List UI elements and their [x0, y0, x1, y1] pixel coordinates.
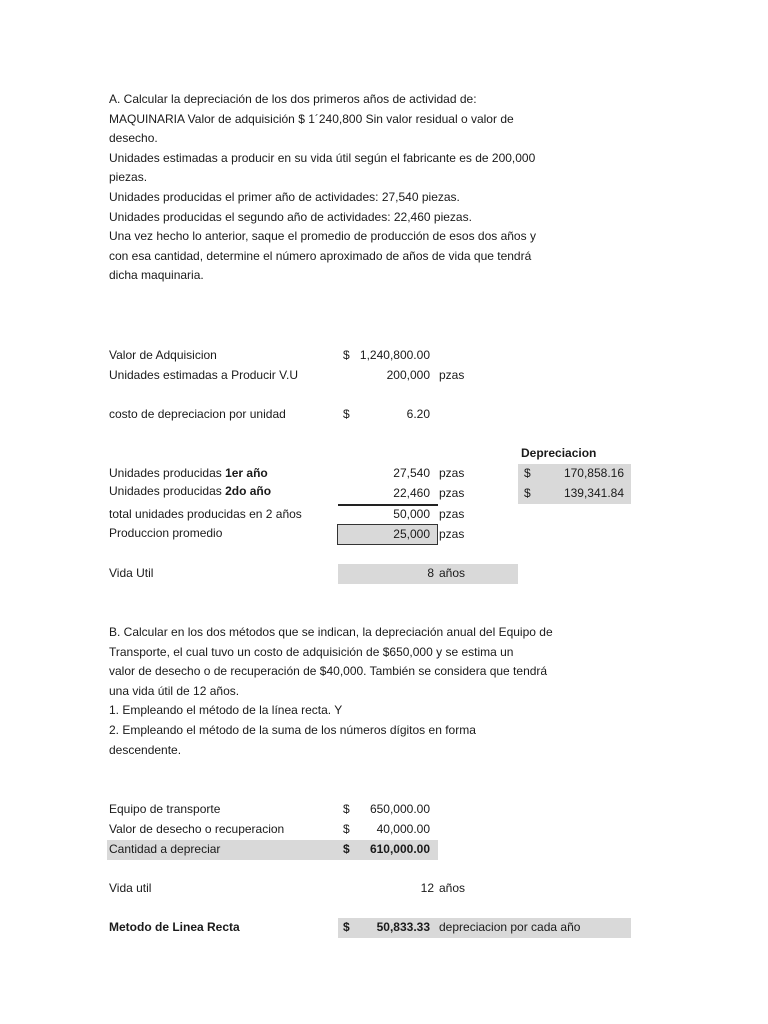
cantidad-depreciar-label: Cantidad a depreciar — [109, 842, 221, 856]
section-a-line: Unidades producidas el segundo año de actividades: 22,460 piezas. — [109, 209, 472, 224]
depreciacion-header: Depreciacion — [521, 446, 597, 460]
equipo-transporte-value: 650,000.00 — [369, 802, 430, 816]
produccion-promedio-value: 25,000 — [393, 527, 430, 541]
section-a-line: desecho. — [109, 131, 158, 146]
vida-util-label: Vida Util — [109, 566, 154, 580]
valor-desecho-label: Valor de desecho o recuperacion — [109, 822, 285, 836]
equipo-transporte-label: Equipo de transporte — [109, 802, 221, 816]
produccion-promedio-label: Produccion promedio — [109, 526, 223, 540]
section-a-line: Una vez hecho lo anterior, saque el promedio de producción de esos dos años y — [109, 229, 536, 244]
total-unidades-label: total unidades producidas en 2 años — [109, 507, 302, 521]
unidades-estimadas-unit: pzas — [439, 368, 465, 382]
section-b-line: una vida útil de 12 años. — [109, 683, 240, 698]
unidades-estimadas-label: Unidades estimadas a Producir V.U — [109, 368, 298, 382]
year2-label-bold: 2do año — [225, 484, 272, 498]
metodo-linea-recta-value: 50,833.33 — [376, 920, 430, 934]
year1-label-prefix: Unidades producidas — [109, 466, 226, 480]
valor-adquisicion-currency: $ — [343, 348, 350, 362]
vida-util-b-unit: años — [439, 881, 466, 895]
valor-desecho-value: 40,000.00 — [376, 822, 430, 836]
total-unidades-unit: pzas — [439, 507, 465, 521]
section-a-text — [109, 90, 536, 286]
section-b-line: valor de desecho o de recuperación de $40,000. También se considera que tendrá — [109, 664, 548, 679]
year2-label-prefix: Unidades producidas — [109, 484, 226, 498]
costo-unidad-currency: $ — [343, 407, 350, 421]
cantidad-depreciar-value: 610,000.00 — [369, 842, 430, 856]
valor-adquisicion-amount: 1,240,800.00 — [359, 348, 430, 362]
section-a-line: A. Calcular la depreciación de los dos primeros años de actividad de: — [109, 92, 477, 106]
vida-util-b-label: Vida util — [109, 881, 152, 895]
equipo-transporte-currency: $ — [343, 802, 350, 816]
section-a-line: piezas. — [109, 170, 148, 185]
costo-unidad-value: 6.20 — [406, 407, 430, 421]
year2-depreciacion: 139,341.84 — [563, 486, 624, 500]
unidades-estimadas-value: 200,000 — [386, 368, 430, 382]
section-a-line: dicha maquinaria. — [109, 268, 204, 283]
year1-units: 27,540 — [393, 466, 430, 480]
section-a-line: MAQUINARIA Valor de adquisición $ 1´240,800 Sin valor residual o valor de — [109, 111, 514, 126]
year2-units: 22,460 — [393, 486, 430, 500]
valor-adquisicion-label: Valor de Adquisicion — [109, 348, 217, 362]
metodo-linea-recta-currency: $ — [343, 920, 350, 934]
section-b-line: B. Calcular en los dos métodos que se indican, la depreciación anual del Equipo de — [109, 625, 553, 639]
valor-desecho-currency: $ — [343, 822, 350, 836]
metodo-linea-recta-label: Metodo de Linea Recta — [109, 920, 240, 934]
produccion-promedio-unit: pzas — [439, 527, 465, 541]
year1-depreciacion: 170,858.16 — [563, 466, 624, 480]
section-b-line: Transporte, el cual tuvo un costo de adquisición de $650,000 y se estima un — [109, 644, 514, 659]
section-a-line: con esa cantidad, determine el número aproximado de años de vida que tendrá — [109, 248, 532, 263]
cantidad-depreciar-currency: $ — [343, 842, 350, 856]
total-unidades-value: 50,000 — [393, 507, 430, 521]
year1-unit: pzas — [439, 466, 465, 480]
section-a-line: Unidades estimadas a producir en su vida útil según el fabricante es de 200,000 — [109, 150, 536, 165]
vida-util-b-value: 12 — [420, 881, 434, 895]
section-b-line: 2. Empleando el método de la suma de los números dígitos en forma — [109, 722, 476, 737]
section-b-line: 1. Empleando el método de la línea recta. Y — [109, 703, 343, 718]
costo-unidad-label: costo de depreciacion por unidad — [109, 407, 286, 421]
vida-util-unit: años — [439, 566, 466, 580]
year2-label — [109, 482, 271, 501]
year1-label — [109, 464, 268, 483]
year1-dep-currency: $ — [524, 466, 531, 480]
year1-label-bold: 1er año — [225, 466, 268, 480]
section-a-line: Unidades producidas el primer año de actividades: 27,540 piezas. — [109, 189, 460, 204]
metodo-linea-recta-note: depreciacion por cada año — [439, 920, 581, 934]
year2-unit: pzas — [439, 486, 465, 500]
section-b-text — [109, 623, 553, 760]
section-b-line: descendente. — [109, 742, 182, 757]
year2-dep-currency: $ — [524, 486, 531, 500]
vida-util-value: 8 — [427, 566, 434, 580]
